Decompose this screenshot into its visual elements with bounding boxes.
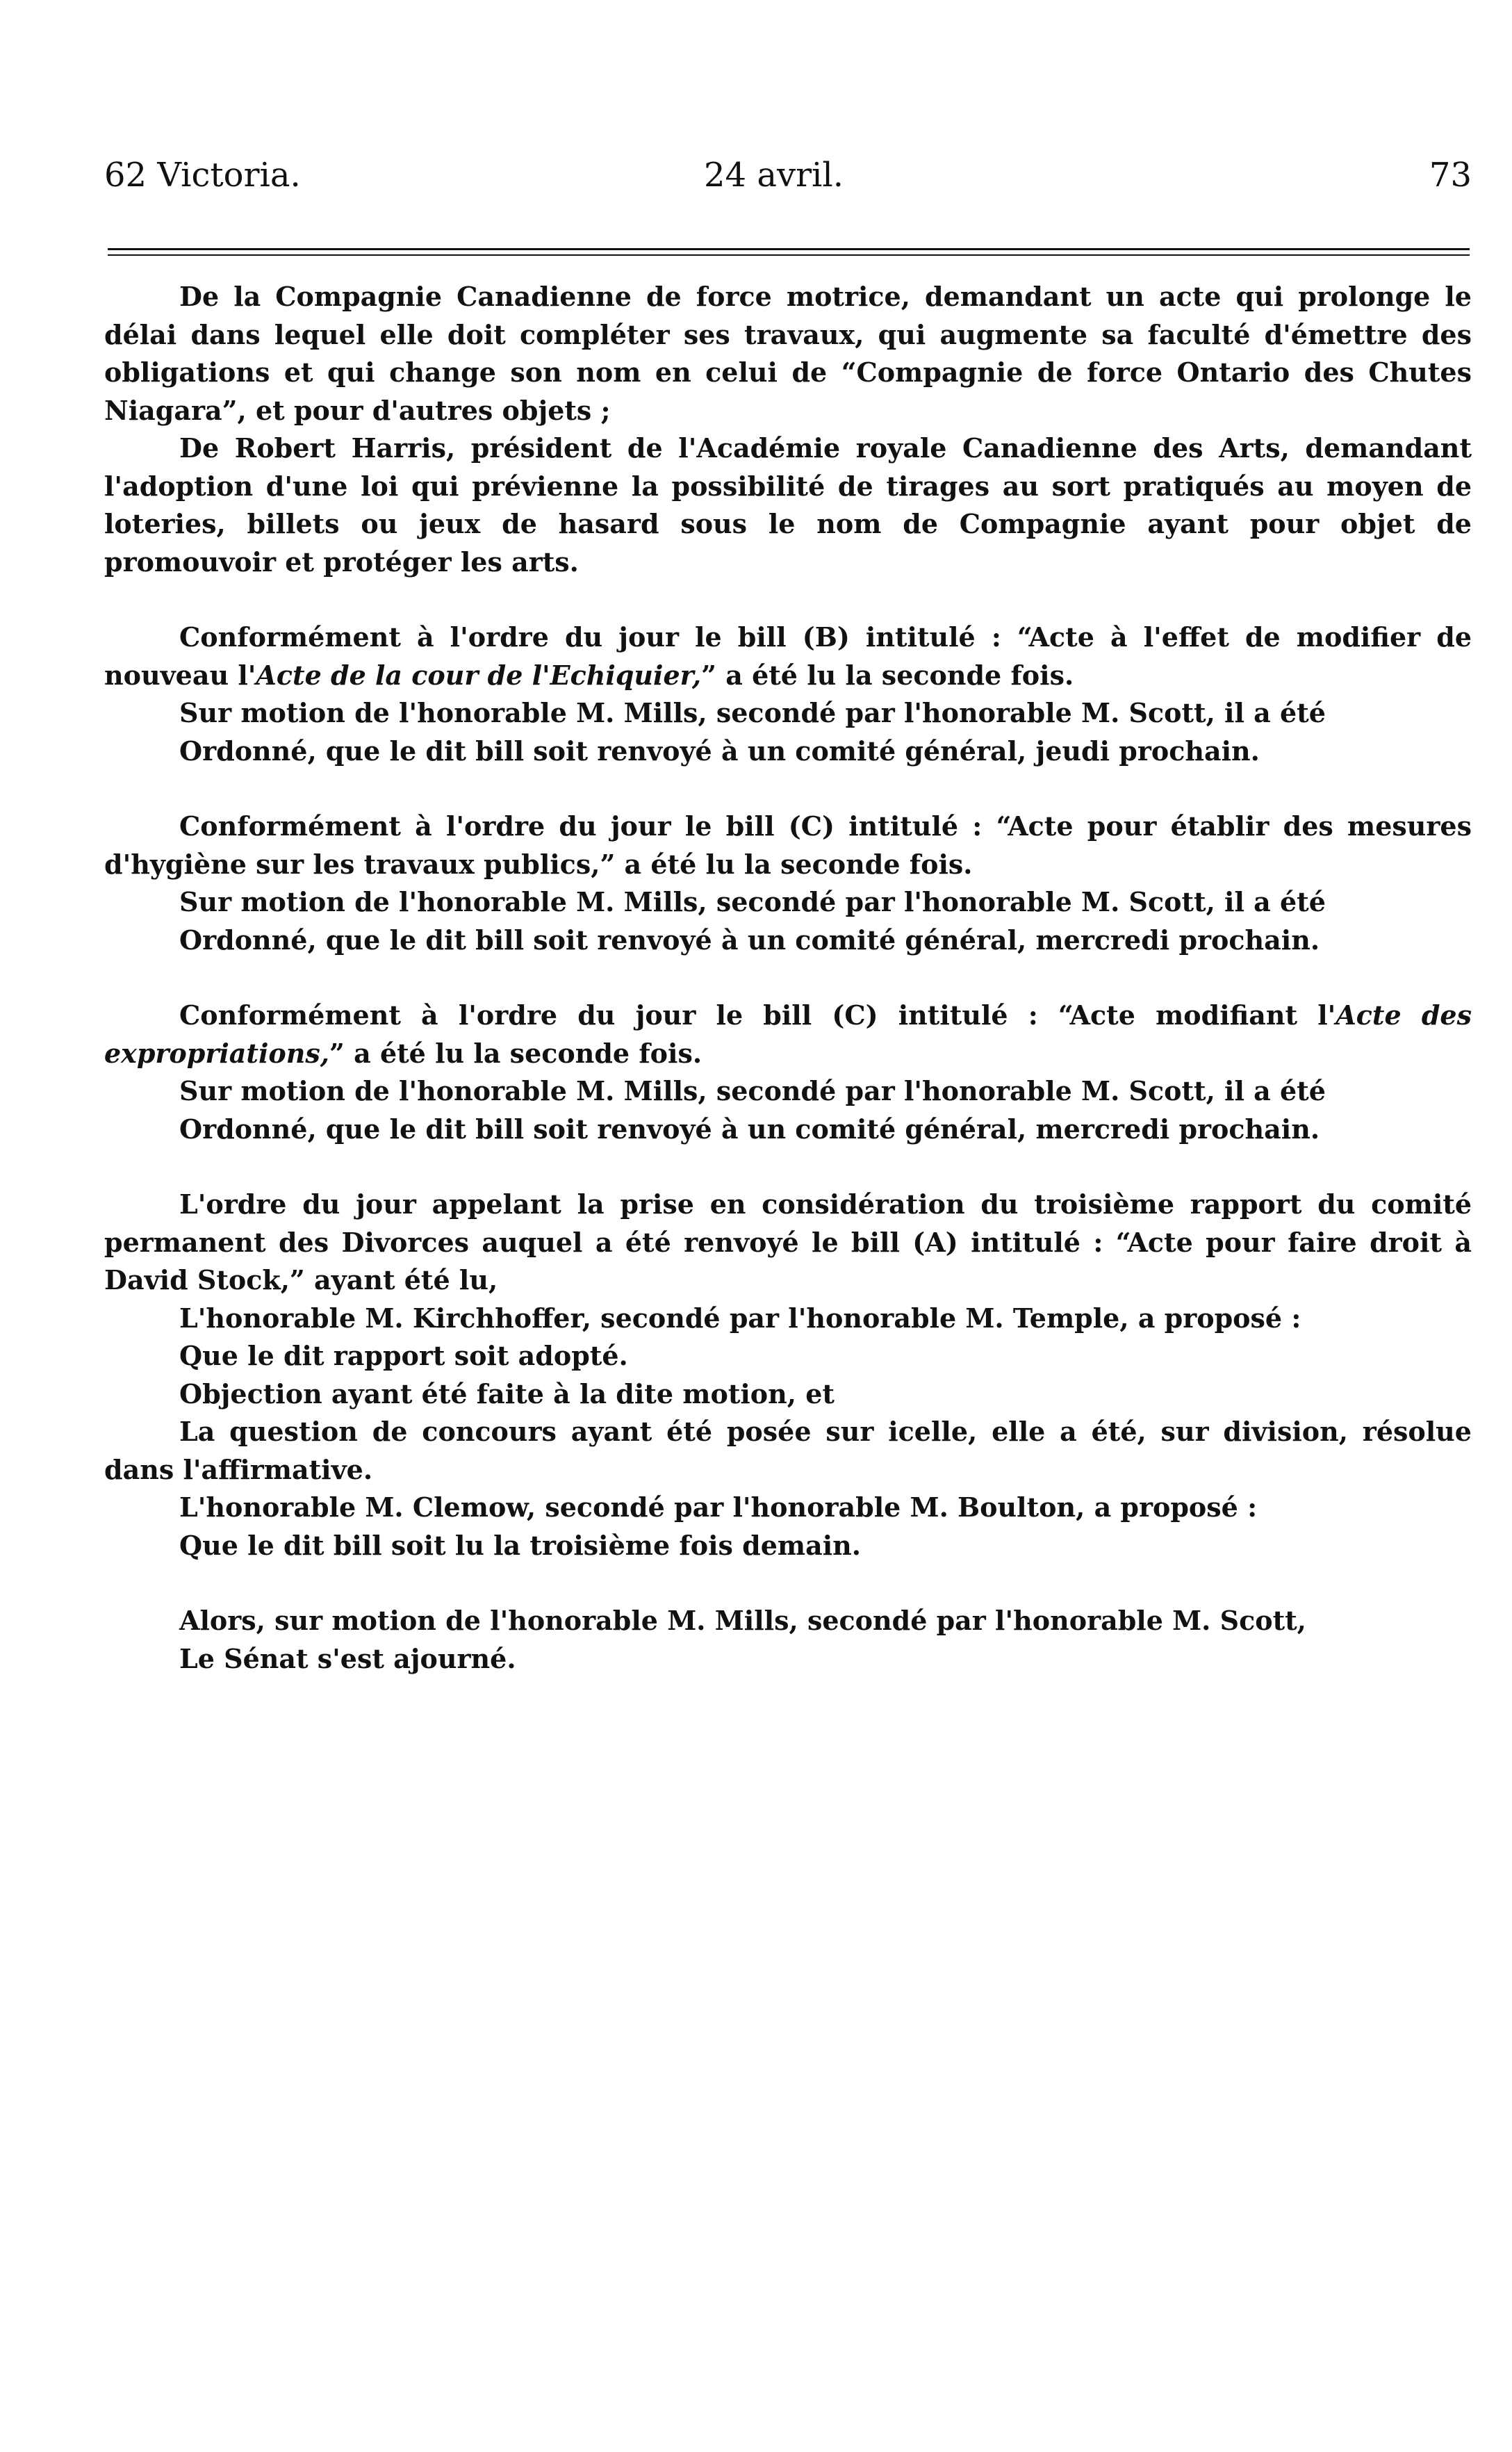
paragraph-bill-b [104,619,1472,694]
header-rule-top [108,248,1470,250]
paragraph-order-c: Ordonné, que le dit bill soit renvoyé à un comité général, mercredi prochain. [179,924,1320,956]
paragraph-motion-b: Sur motion de l'honorable M. Mills, secondé par l'honorable M. Scott, il a été [179,697,1326,728]
paragraph-bill-c-hygiene: Conformément à l'ordre du jour le bill (C) intitulé : “Acte pour établir des mesures d'hygiène sur les travaux publics,” a été lu la seconde fois. [104,810,1472,880]
header-session: 62 Victoria. [104,156,301,195]
section-gap [104,959,1472,997]
header-rule-bottom [108,254,1470,256]
section-gap [104,581,1472,619]
bill-b-text-end: ” a été lu la seconde fois. [701,659,1074,691]
section-gap [104,1564,1472,1602]
paragraph-division: La question de concours ayant été posée sur icelle, elle a été, sur division, résolue dans l'affirmative. [104,1416,1472,1485]
paragraph-objection: Objection ayant été faite à la dite motion, et [179,1378,835,1409]
bill-b-act-title: Acte de la cour de l'Echiquier, [256,659,702,691]
bill-c-text: Conformément à l'ordre du jour le bill (C) intitulé : “Acte modifiant l' [179,999,1336,1031]
paragraph-clemow-motion: L'honorable M. Clemow, secondé par l'honorable M. Boulton, a proposé : [179,1491,1258,1523]
paragraph-adjourn-motion: Alors, sur motion de l'honorable M. Mills, secondé par l'honorable M. Scott, [179,1605,1306,1636]
page-number: 73 [1429,156,1472,195]
paragraph-order-c2: Ordonné, que le dit bill soit renvoyé à un comité général, mercredi prochain. [179,1113,1320,1145]
section-gap [104,1148,1472,1186]
document-body [104,278,1472,1678]
header-date: 24 avril. [704,156,844,195]
paragraph-order-b: Ordonné, que le dit bill soit renvoyé à un comité général, jeudi prochain. [179,735,1260,767]
bill-c-text-end: ” a été lu la seconde fois. [329,1037,702,1069]
paragraph-adjourned: Le Sénat s'est ajourné. [179,1642,516,1674]
bill-c-act-title: Acte des expropriations, [104,999,1472,1069]
paragraph-bill-c-expropriations [104,997,1472,1072]
paragraph-petition-harris: De Robert Harris, président de l'Académie royale Canadienne des Arts, demandant l'adoption d'une loi qui prévienne la possibilité de tirages au sort pratiqués au moyen de loteries, billets ou jeux de hasard sous le nom de Compagnie ayant pour objet de promouvoir et protéger les arts. [104,432,1472,578]
paragraph-kirchhoffer-motion: L'honorable M. Kirchhoffer, secondé par l'honorable M. Temple, a proposé : [179,1302,1301,1334]
bill-b-text: Conformément à l'ordre du jour le bill (B) intitulé : “Acte à l'effet de modifier de nouveau l' [104,621,1472,691]
page-header [104,150,1472,200]
paragraph-report-adopted: Que le dit rapport soit adopté. [179,1340,628,1371]
paragraph-motion-c: Sur motion de l'honorable M. Mills, secondé par l'honorable M. Scott, il a été [179,886,1326,917]
paragraph-motion-c2: Sur motion de l'honorable M. Mills, secondé par l'honorable M. Scott, il a été [179,1075,1326,1106]
paragraph-petition-power: De la Compagnie Canadienne de force motrice, demandant un acte qui prolonge le délai dans lequel elle doit compléter ses travaux, qui augmente sa faculté d'émettre des obligations et qui change son nom en celui de “Compagnie de force Ontario des Chutes Niagara”, et pour d'autres objets ; [104,281,1472,426]
section-gap [104,770,1472,808]
paragraph-divorce-report: L'ordre du jour appelant la prise en considération du troisième rapport du comité permanent des Divorces auquel a été renvoyé le bill (A) intitulé : “Acte pour faire droit à David Stock,” ayant été lu, [104,1188,1472,1296]
paragraph-third-reading: Que le dit bill soit lu la troisième fois demain. [179,1529,862,1561]
